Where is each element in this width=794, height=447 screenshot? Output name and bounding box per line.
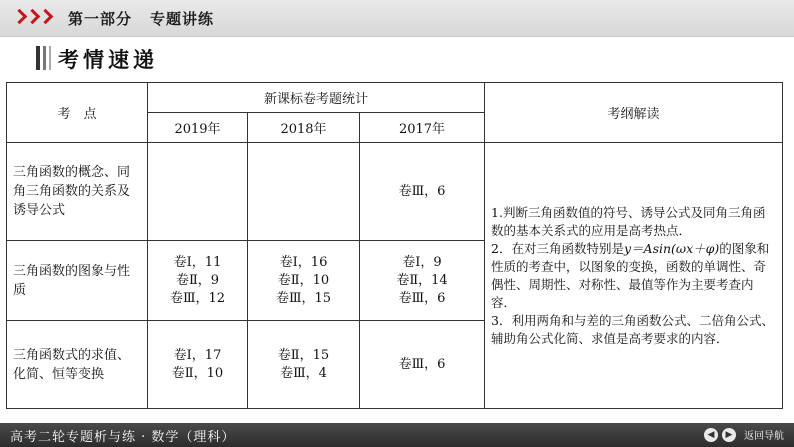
exam-ref: 卷Ⅰ，17 [173, 347, 222, 363]
analysis-p3: 3．利用两角和与差的三角函数公式、二倍角公式、辅助角公式化简、求值是高考要求的内容． [491, 312, 774, 346]
formula: y＝Asin(ωx＋φ) [623, 240, 720, 256]
cell-2017 [360, 143, 485, 241]
exam-ref: 卷Ⅲ，6 [398, 183, 446, 199]
footer-bar [0, 423, 794, 447]
col-topic-header: 考 点 [7, 83, 148, 143]
section-subtitle: 专题讲练 [150, 10, 215, 28]
col-stats-header: 新课标卷考题统计 [148, 83, 485, 113]
year-2019-header: 2019年 [148, 113, 248, 143]
cell-2019 [148, 143, 248, 241]
topic-cell: 三角函数式的求值、化简、恒等变换 [7, 321, 148, 409]
footer-book-title: 高考二轮专题析与练 · 数学（理科） [10, 430, 236, 445]
exam-ref: 卷Ⅲ，6 [398, 290, 446, 306]
year-2017-header: 2017年 [360, 113, 485, 143]
cell-2018 [248, 143, 360, 241]
cell-2017 [360, 241, 485, 321]
exam-ref: 卷Ⅲ，6 [398, 356, 446, 372]
cell-2018 [248, 241, 360, 321]
exam-ref: 卷Ⅲ，12 [169, 290, 226, 306]
part-title: 第一部分 [68, 10, 133, 28]
cell-2017 [360, 321, 485, 409]
chevrons-icon [14, 9, 51, 27]
exam-ref: 卷Ⅱ，15 [277, 347, 330, 363]
top-header-bar [0, 0, 794, 37]
exam-ref: 卷Ⅲ，4 [280, 365, 327, 381]
analysis-p2: 2．在对三角函数特别是y＝Asin(ωx＋φ)的图象和性质的考查中，以图象的变换，函数的单调性、奇偶性、周期性、对称性、最值等作为主要考查内容． [491, 240, 770, 310]
exam-ref: 卷Ⅱ，10 [171, 365, 224, 381]
nav-controls [704, 427, 784, 442]
year-2018-header: 2018年 [248, 113, 360, 143]
exam-ref: 卷Ⅱ，9 [175, 272, 220, 288]
exam-ref: 卷Ⅲ，15 [275, 290, 332, 306]
exam-ref: 卷Ⅰ，16 [279, 254, 328, 270]
exam-ref: 卷Ⅱ，10 [277, 272, 330, 288]
section-title: 考情速递 [58, 48, 158, 72]
back-to-nav-link[interactable]: 返回导航 [744, 431, 784, 442]
cell-2019 [148, 241, 248, 321]
exam-ref: 卷Ⅰ，9 [402, 254, 442, 270]
prev-arrow-icon[interactable]: ◀ [704, 428, 718, 442]
analysis-p1: 1.判断三角函数值的符号、诱导公式及同角三角函数的基本关系式的应用是高考热点． [491, 204, 766, 238]
section-bars-icon [36, 46, 51, 70]
analysis-cell [485, 143, 783, 409]
next-arrow-icon[interactable]: ▶ [722, 428, 736, 442]
topic-cell: 三角函数的概念、同角三角函数的关系及诱导公式 [7, 143, 148, 241]
exam-ref: 卷Ⅱ，14 [396, 272, 448, 288]
col-analysis-header: 考纲解读 [485, 83, 783, 143]
table-row [7, 143, 783, 241]
topic-cell: 三角函数的图象与性质 [7, 241, 148, 321]
exam-ref: 卷Ⅰ，11 [173, 254, 222, 270]
cell-2018 [248, 321, 360, 409]
exam-stats-table [6, 82, 783, 409]
cell-2019 [148, 321, 248, 409]
